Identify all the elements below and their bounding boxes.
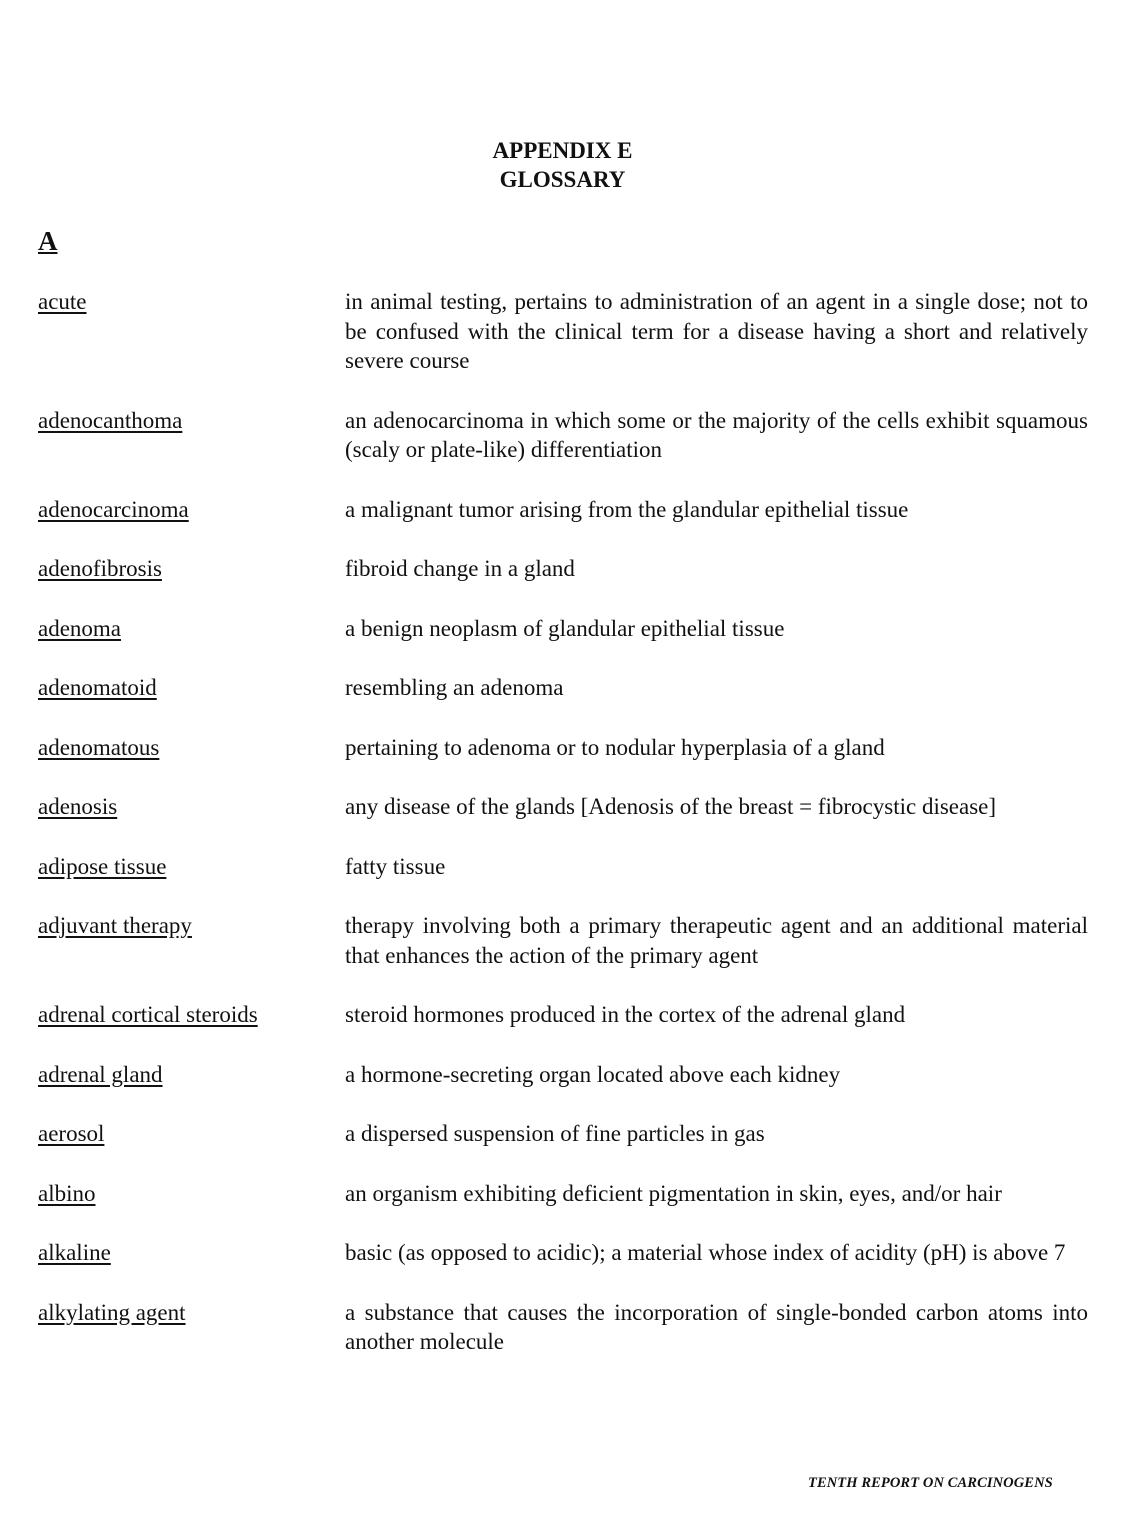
glossary-definition: an organism exhibiting deficient pigmentation in skin, eyes, and/or hair (345, 1180, 1002, 1206)
glossary-definition: any disease of the glands [Adenosis of the breast = fibrocystic disease] (345, 794, 997, 819)
glossary-entry (38, 792, 1088, 822)
glossary-list (38, 287, 1088, 1387)
glossary-entry (38, 1119, 1088, 1149)
glossary-definition: a dispersed suspension of fine particles in gas (345, 1121, 765, 1146)
glossary-definition: a substance that causes the incorporation of single-bonded carbon atoms into another molecule (345, 1299, 1088, 1354)
glossary-definition: fibroid change in a gland (345, 556, 575, 581)
glossary-definition: resembling an adenoma (345, 675, 564, 700)
glossary-entry (38, 1238, 1088, 1268)
glossary-definition: therapy involving both a primary therapeutic agent and an additional material that enhances the action of the primary agent (345, 913, 1088, 968)
glossary-entry (38, 852, 1088, 882)
glossary-entry (38, 673, 1088, 703)
glossary-entry (38, 287, 1088, 376)
glossary-definition: in animal testing, pertains to administration of an agent in a single dose; not to be confused with the clinical term for a disease having a short and relatively severe course (345, 289, 1088, 373)
glossary-term: adenosis (38, 794, 118, 819)
section-letter: A (38, 226, 58, 256)
glossary-definition: fatty tissue (345, 853, 446, 879)
glossary-definition: an adenocarcinoma in which some or the majority of the cells exhibit squamous (scaly or plate-like) differentiation (345, 407, 1088, 462)
glossary-term: alkylating agent (38, 1299, 186, 1325)
glossary-term: adjuvant therapy (38, 913, 192, 938)
glossary-entry (38, 614, 1088, 644)
glossary-title: GLOSSARY (499, 167, 626, 192)
glossary-term: adrenal gland (38, 1061, 163, 1087)
glossary-term: adenocarcinoma (38, 496, 189, 522)
glossary-term: aerosol (38, 1121, 105, 1146)
glossary-entry (38, 1000, 1088, 1030)
glossary-entry (38, 1298, 1088, 1357)
glossary-entry (38, 1060, 1088, 1090)
glossary-term: adenofibrosis (38, 556, 162, 581)
glossary-definition: basic (as opposed to acidic); a material whose index of acidity (pH) is above 7 (345, 1240, 1066, 1265)
glossary-definition: a hormone-secreting organ located above each kidney (345, 1061, 841, 1087)
appendix-title: APPENDIX E (492, 138, 633, 163)
glossary-entry (38, 406, 1088, 465)
glossary-entry (38, 1179, 1088, 1209)
glossary-entry (38, 554, 1088, 584)
glossary-entry (38, 733, 1088, 763)
glossary-term: adipose tissue (38, 853, 167, 879)
glossary-entry (38, 495, 1088, 525)
glossary-term: adrenal cortical steroids (38, 1002, 258, 1027)
glossary-term: adenomatous (38, 734, 160, 760)
glossary-term: albino (38, 1180, 96, 1206)
glossary-definition: a malignant tumor arising from the glandular epithelial tissue (345, 496, 909, 522)
glossary-term: alkaline (38, 1240, 111, 1265)
glossary-term: acute (38, 289, 87, 314)
glossary-definition: pertaining to adenoma or to nodular hyperplasia of a gland (345, 734, 885, 760)
page-footer: TENTH REPORT ON CARCINOGENS (808, 1475, 1053, 1491)
glossary-term: adenoma (38, 615, 122, 641)
glossary-term: adenomatoid (38, 675, 157, 700)
glossary-entry (38, 911, 1088, 970)
glossary-term: adenocanthoma (38, 407, 183, 433)
glossary-definition: steroid hormones produced in the cortex of the adrenal gland (345, 1002, 906, 1027)
glossary-definition: a benign neoplasm of glandular epithelial tissue (345, 615, 785, 641)
